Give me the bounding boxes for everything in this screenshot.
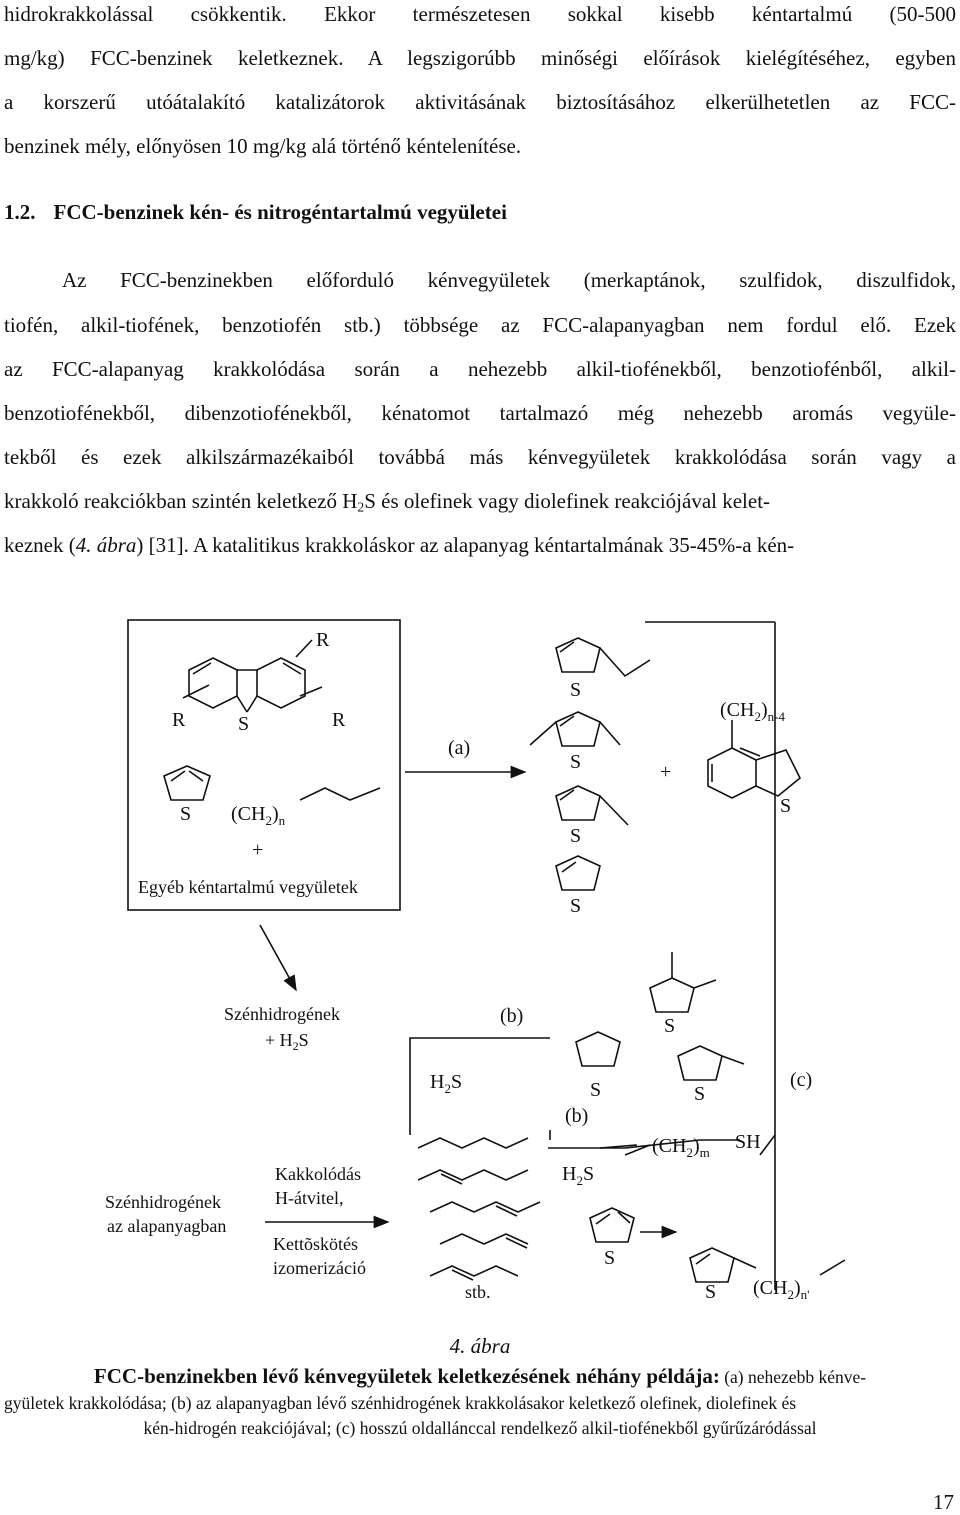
r-label-top: R — [316, 629, 330, 651]
body-line-2: tiofén, alkil-tiofének, benzotiofén stb.) többsége az FCC-alapanyagban nem fordul elő. Ezek — [4, 313, 956, 337]
methylthiolane-structure — [650, 952, 716, 1012]
ethylthiophene-structure — [556, 638, 650, 676]
alkylthiophene-structure — [164, 766, 380, 800]
section-heading — [4, 200, 507, 225]
label-b-top: (b) — [500, 1005, 524, 1027]
s-dbt: S — [238, 713, 250, 735]
sh-label: SH — [735, 1131, 761, 1153]
section-title: FCC-benzinek kén- és nitrogéntartalmú vegyületei — [53, 200, 507, 224]
proc-2: H-átvitel, — [275, 1188, 344, 1208]
ch2nprime-label: $(CH_2)_{n'}$ — [753, 1277, 810, 1302]
h2s-bottom: $H_2S$ — [562, 1163, 595, 1188]
body-line-6-start: krakkoló reakciókban szintén keletkező H — [4, 489, 358, 513]
s-benzothiophene: S — [780, 795, 792, 817]
label-c: (c) — [790, 1069, 813, 1091]
s-thiophene-box: S — [180, 803, 192, 825]
methylthiophene-structure — [556, 786, 628, 825]
dimethylthiophene-structure — [530, 712, 620, 746]
proc-3: Kettõskötés — [273, 1234, 358, 1254]
intro-line-4: benzinek mély, előnyösen 10 mg/kg alá történő kéntelenítése. — [4, 134, 522, 158]
feed-box — [128, 620, 400, 910]
h2s-top: $H_2S$ — [430, 1071, 463, 1096]
alkylthiophene-product-structure — [690, 1248, 756, 1282]
s-methylthiolane: S — [664, 1015, 676, 1037]
r-label-left: R — [172, 709, 186, 731]
dibenzothiophene-structure — [183, 640, 322, 712]
feed-hc-2: az alapanyagban — [107, 1216, 227, 1236]
plus-h2s: + $H_2S$ — [265, 1030, 309, 1053]
r-label-right: R — [332, 709, 346, 731]
reaction-scheme — [0, 600, 960, 1320]
page-number: 17 — [933, 1490, 954, 1514]
s-alkylthiophene-product: S — [705, 1281, 717, 1303]
ch2n4-label: $(CH_2)_{n-4}$ — [720, 699, 785, 724]
s-2: S — [570, 751, 582, 773]
thiophene-lower-structure — [590, 1208, 634, 1242]
plus-box: + — [252, 839, 264, 861]
s-thiophene-lower: S — [604, 1247, 616, 1269]
body-line-5: tekből és ezek alkilszármazékaiból továbbá más kénvegyületek krakkolódása során vagy a — [4, 445, 956, 469]
figure-title: 4. ábra — [449, 1334, 511, 1358]
caption-line-3: kén-hidrogén reakciójával; (c) hosszú oldallánccal rendelkező alkil-tiofénekből gyűrűzáródással — [143, 1418, 817, 1438]
dimethylthiolane-structure — [678, 1046, 744, 1080]
figure-reference: 4. ábra — [75, 533, 137, 557]
caption-line-2: gyületek krakkolódása; (b) az alapanyagban lévő szénhidrogének krakkolásakor keletkező olefinek, diolefinek és — [4, 1393, 797, 1413]
label-a: (a) — [448, 737, 471, 759]
s-thiolane: S — [590, 1079, 602, 1101]
caption-bold: FCC-benzinekben lévő kénvegyületek keletkezésének néhány példája: — [93, 1364, 720, 1388]
stb-label: stb. — [465, 1282, 491, 1302]
body-line-6-rest: S és olefinek vagy diolefinek reakciójával kelet- — [364, 489, 771, 513]
ch2n-label: $(CH_2)_n$ — [231, 803, 286, 828]
section-number: 1.2. — [4, 200, 36, 224]
thiophene-structure — [556, 856, 600, 890]
caption-line-1: FCC-benzinekben lévő kénvegyületek keletkezésének néhány példája: (a) nehezebb kénve- — [93, 1364, 867, 1388]
feed-hc-1: Szénhidrogének — [105, 1192, 221, 1212]
ch2m-label: $(CH_2)_m$ — [652, 1135, 710, 1160]
s-3: S — [570, 825, 582, 847]
s-1: S — [570, 679, 582, 701]
s-4: S — [570, 895, 582, 917]
body-line-4: benzotiofénekből, dibenzotiofénekből, kénatomot tartalmazó még nehezebb aromás vegyüle- — [4, 401, 956, 425]
s-dimethylthiolane: S — [694, 1083, 706, 1105]
intro-line-2: mg/kg) FCC-benzinek keletkeznek. A legszigorúbb minőségi előírások kielégítéséhez, egyben — [4, 46, 956, 70]
olefin-chains — [418, 1138, 540, 1280]
other-sulfur-label: Egyéb kéntartalmú vegyületek — [138, 877, 358, 897]
intro-line-1: hidrokrakkolással csökkentik. Ekkor természetesen sokkal kisebb kéntartalmú (50-500 — [4, 2, 956, 26]
body-line-6: krakkoló reakciókban szintén keletkező $H_2S$ és olefinek vagy diolefinek reakciójával kelet- — [4, 489, 771, 515]
body-line-3: az FCC-alapanyag krakkolódása során a nehezebb alkil-tiofénekből, benzotiofénből, alkil- — [4, 357, 956, 381]
proc-1: Kakkolódás — [275, 1164, 361, 1184]
proc-4: izomerizáció — [273, 1258, 366, 1278]
hydrocarbons-top: Szénhidrogének — [224, 1004, 340, 1024]
body-line-7: keznek (4. ábra) [31]. A katalitikus krakkoláskor az alapanyag kéntartalmának 35-45%-a kén- — [4, 533, 795, 557]
intro-line-3: a korszerű utóátalakító katalizátorok aktivitásának biztosításához elkerülhetetlen az FCC- — [4, 90, 956, 114]
label-b-bottom: (b) — [565, 1105, 589, 1127]
body-line-1: Az FCC-benzinekben előforduló kénvegyületek (merkaptánok, szulfidok, diszulfidok, — [62, 268, 956, 292]
plus-a: + — [660, 761, 672, 783]
benzothiophene-structure — [708, 720, 800, 798]
thiolane-structure — [576, 1032, 620, 1066]
